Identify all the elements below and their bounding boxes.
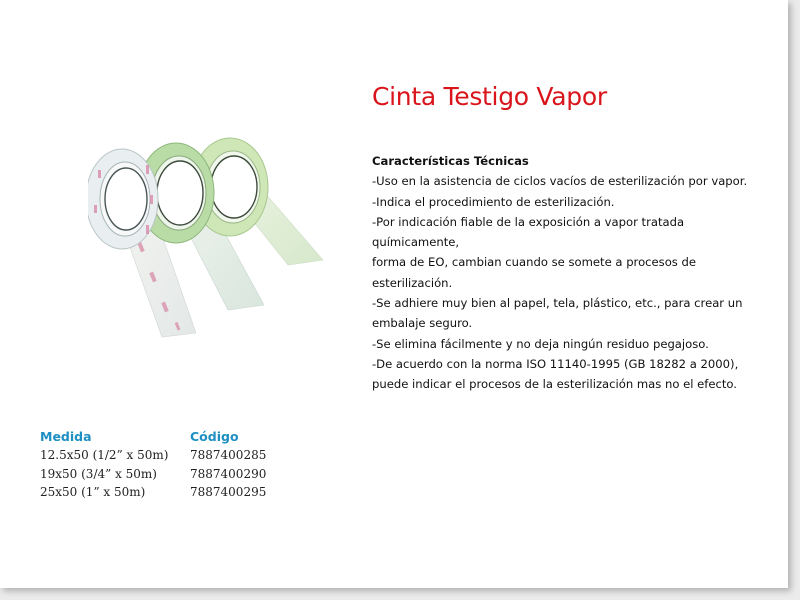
spec-line: forma de EO, cambian cuando se somete a procesos de esterilización. <box>372 255 697 290</box>
codigo-cell: 7887400295 <box>190 485 267 499</box>
spec-line: -Se elimina fácilmente y no deja ningún residuo pegajoso. <box>372 336 709 351</box>
spec-line: -Se adhiere muy bien al papel, tela, plástico, etc., para crear un <box>372 296 743 311</box>
technical-specs <box>372 151 772 395</box>
codigo-header: Código <box>190 429 239 444</box>
medida-cell: 12.5x50 (1/2” x 50m) <box>40 448 169 462</box>
spec-line: -De acuerdo con la norma ISO 11140-1995 (GB 18282 a 2000), <box>372 356 739 371</box>
spec-line: -Por indicación fiable de la exposición a vapor tratada químicamente, <box>372 214 685 250</box>
medida-column <box>40 428 168 502</box>
codigo-cell: 7887400290 <box>190 466 267 481</box>
medida-cell: 19x50 (3/4” x 50m) <box>40 466 157 481</box>
specs-heading: Características Técnicas <box>372 154 529 168</box>
spec-line: -Indica el procedimiento de esterilización. <box>372 194 615 209</box>
medida-header: Medida <box>40 429 92 444</box>
spec-line: puede indicar el procesos de la esterilización mas no el efecto. <box>372 377 737 392</box>
codigo-column <box>190 428 266 502</box>
spec-line: -Uso en la asistencia de ciclos vacíos de esterilización por vapor. <box>372 174 748 189</box>
medida-cell: 25x50 (1” x 50m) <box>40 485 146 499</box>
codigo-cell: 7887400285 <box>190 448 267 462</box>
product-title: Cinta Testigo Vapor <box>372 82 607 111</box>
spec-line: embalaje seguro. <box>372 316 473 331</box>
tape-rolls-image <box>88 125 348 345</box>
